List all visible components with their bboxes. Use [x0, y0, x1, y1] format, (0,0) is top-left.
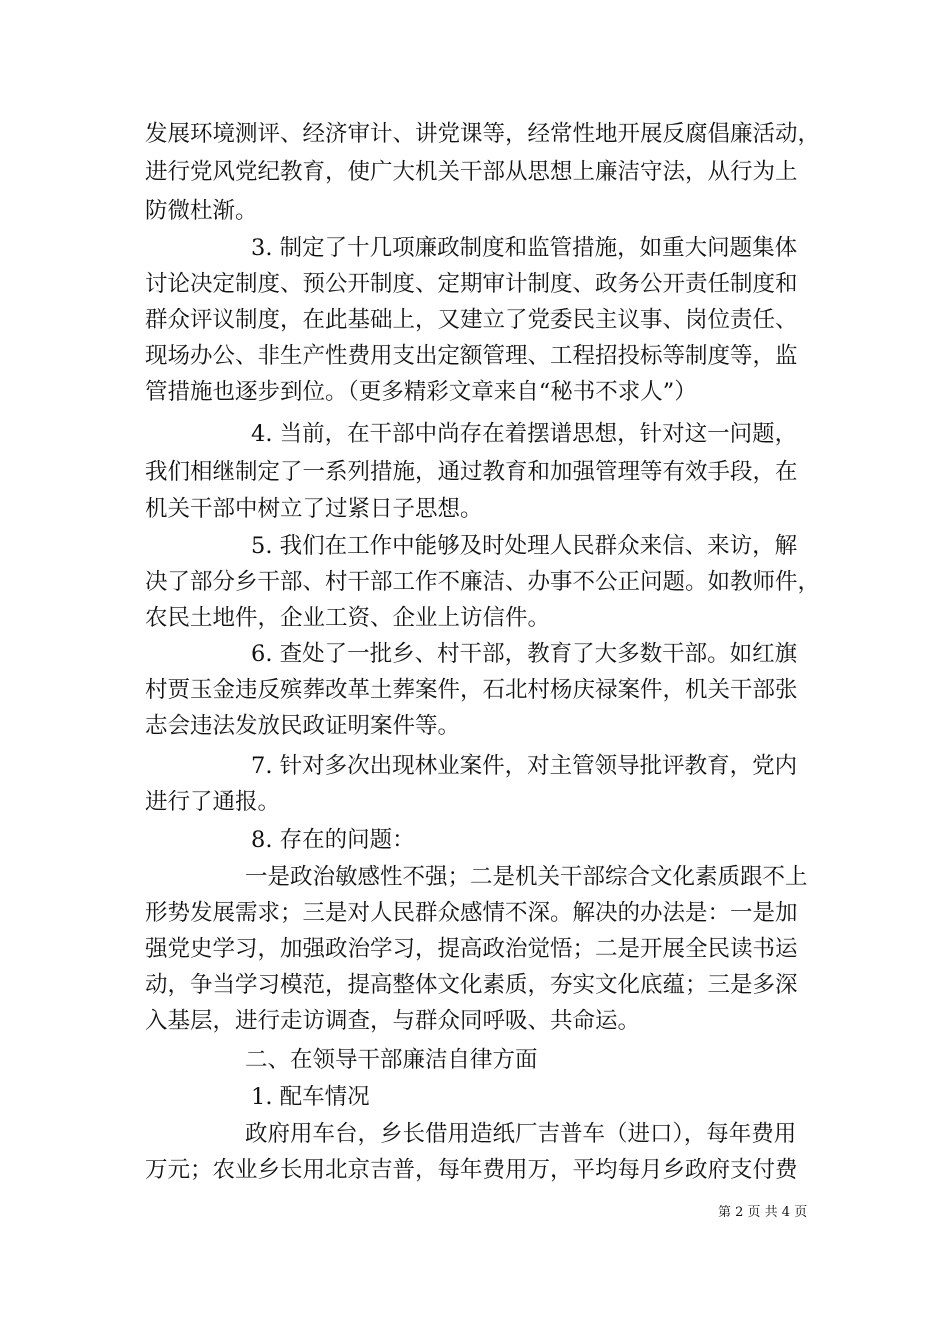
body-line-27: 1. 配车情况: [251, 1084, 370, 1110]
body-line-7: 现场办公、非生产性费用支出定额管理、工程招投标等制度等，监: [145, 343, 798, 369]
body-line-12: 5. 我们在工作中能够及时处理人民群众来信、来访，解: [251, 533, 798, 559]
body-line-11: 机关干部中树立了过紧日子思想。: [145, 496, 483, 522]
body-line-24: 动，争当学习模范，提高整体文化素质，夯实文化底蕴；三是多深: [145, 972, 798, 998]
body-line-3: 防微杜渐。: [145, 198, 258, 224]
body-line-2: 进行党风党纪教育，使广大机关干部从思想上廉洁守法，从行为上: [145, 159, 798, 185]
body-line-18: 7. 针对多次出现林业案件，对主管领导批评教育，党内: [251, 753, 798, 779]
body-line-21: 一是政治敏感性不强；二是机关干部综合文化素质跟不上: [245, 864, 808, 890]
section-heading: 二、在领导干部廉洁自律方面: [245, 1047, 538, 1073]
body-line-14: 农民土地件，企业工资、企业上访信件。: [145, 605, 551, 631]
body-line-17: 志会违法发放民政证明案件等。: [145, 713, 461, 739]
body-line-28: 政府用车台，乡长借用造纸厂吉普车（进口），每年费用: [245, 1121, 797, 1147]
body-line-10: 我们相继制定了一系列措施，通过教育和加强管理等有效手段，在: [145, 459, 798, 485]
body-line-8: 管措施也逐步到位。（更多精彩文章来自“秘书不求人”）: [145, 379, 697, 405]
page-number: 第 2 页 共 4 页: [718, 1205, 808, 1220]
body-line-23: 强党史学习，加强政治学习，提高政治觉悟；二是开展全民读书运: [145, 936, 798, 962]
body-line-29: 万元；农业乡长用北京吉普，每年费用万，平均每月乡政府支付费: [145, 1157, 798, 1183]
body-line-13: 决了部分乡干部、村干部工作不廉洁、办事不公正问题。如教师件，: [145, 569, 821, 595]
body-line-4: 3. 制定了十几项廉政制度和监管措施，如重大问题集体: [251, 235, 798, 261]
body-line-22: 形势发展需求；三是对人民群众感情不深。解决的办法是：一是加: [145, 900, 798, 926]
body-line-1: 发展环境测评、经济审计、讲党课等，经常性地开展反腐倡廉活动，: [145, 121, 821, 147]
body-line-16: 村贾玉金违反殡葬改革土葬案件，石北村杨庆禄案件，机关干部张: [145, 677, 798, 703]
body-line-25: 入基层，进行走访调查，与群众同呼吸、共命运。: [145, 1008, 641, 1034]
body-line-9: 4. 当前，在干部中尚存在着摆谱思想，针对这一问题，: [251, 421, 798, 447]
body-line-5: 讨论决定制度、预公开制度、定期审计制度、政务公开责任制度和: [145, 271, 798, 297]
body-line-20: 8. 存在的问题：: [251, 827, 415, 853]
body-line-19: 进行了通报。: [145, 789, 281, 815]
body-line-15: 6. 查处了一批乡、村干部，教育了大多数干部。如红旗: [251, 641, 798, 667]
body-line-6: 群众评议制度，在此基础上，又建立了党委民主议事、岗位责任、: [145, 307, 798, 333]
